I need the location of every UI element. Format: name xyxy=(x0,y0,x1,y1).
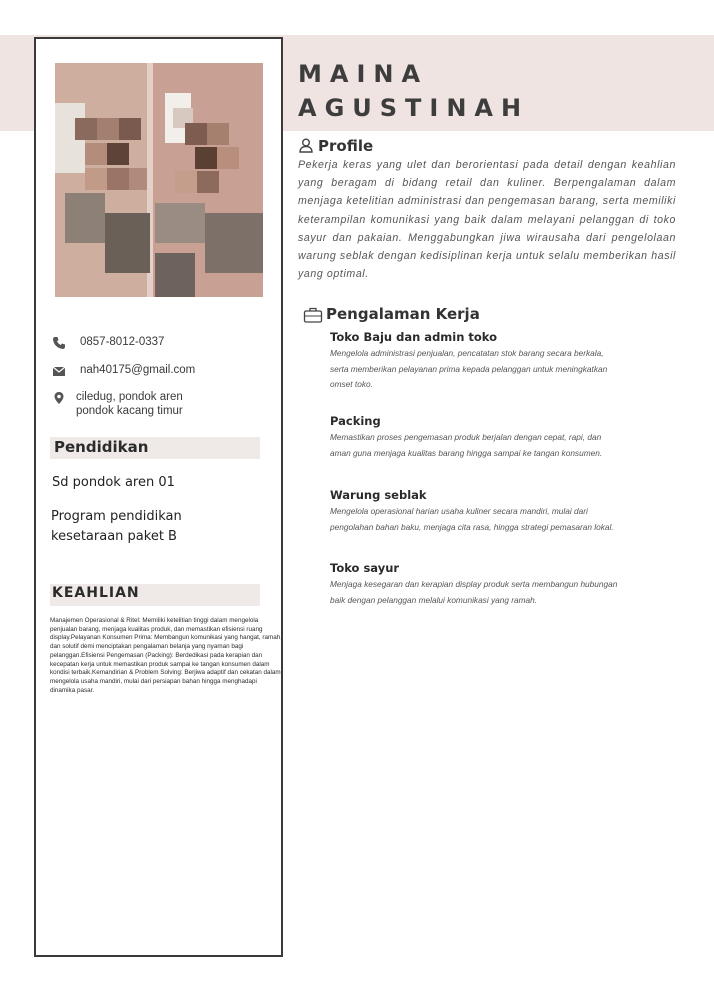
sidebar xyxy=(34,37,283,957)
briefcase-icon xyxy=(303,306,323,324)
education-item-2-line-1: Program pendidikan xyxy=(51,509,182,524)
education-item-2-line-2: kesetaraan paket B xyxy=(51,529,177,544)
education-item-1: Sd pondok aren 01 xyxy=(52,475,175,490)
job-item xyxy=(330,561,620,608)
job-item xyxy=(330,414,620,461)
name-first: MAINA xyxy=(298,60,429,88)
address-line-2: pondok kacang timur xyxy=(76,405,183,417)
job-title: Toko sayur xyxy=(330,561,400,575)
education-title: Pendidikan xyxy=(54,438,149,456)
skills-title: KEAHLIAN xyxy=(52,585,140,601)
job-description: Mengelola administrasi penjualan, pencatatan stok barang secara berkala, serta memberikan pelayanan prima kepada pelanggan untuk meningkatkan omset toko. xyxy=(330,348,608,390)
email-address: nah40175@gmail.com xyxy=(80,364,196,376)
location-pin-icon xyxy=(52,391,66,405)
name-last: AGUSTINAH xyxy=(298,94,530,122)
user-icon xyxy=(299,138,313,153)
address-line-1: ciledug, pondok aren xyxy=(76,391,183,403)
job-description: Mengelola operasional harian usaha kuliner secara mandiri, mulai dari pengolahan bahan baku, menjaga cita rasa, hingga strategi pemasaran lokal. xyxy=(330,506,614,532)
profile-photo xyxy=(55,63,263,297)
job-item xyxy=(330,488,620,535)
job-description: Menjaga kesegaran dan kerapian display produk serta membangun hubungan baik dengan pelanggan melalui komunikasi yang ramah. xyxy=(330,579,618,605)
job-title: Warung seblak xyxy=(330,488,427,502)
profile-title: Profile xyxy=(318,137,374,155)
phone-icon xyxy=(52,336,66,350)
pixelated-photo-icon xyxy=(55,63,263,297)
profile-text: Pekerja keras yang ulet dan berorientasi pada detail dengan keahlian yang beragam di bidang retail dan kuliner. Berpengalaman dalam menjaga ketelitian administrasi dan pengemasan barang, serta memiliki keterampilan komunikasi yang baik dalam melayani pelanggan di toko sayur dan pakaian. Menggabungkan jiwa wirausaha dari pengelolaan warung seblak dengan kedisiplinan kerja untuk selalu memberikan hasil yang optimal. xyxy=(298,159,676,281)
skills-text: Manajemen Operasional & Ritel: Memiliki ketelitian tinggi dalam mengelola penjualan barang, menjaga kualitas produk, dan memastikan efisiensi ruang display.Pelayanan Konsumen Prima: Membangun komunikasi yang hangat, ramah, dan solutif demi menciptakan pengalaman belanja yang nyaman bagi pelanggan.Efisiensi Pengemasan (Packing): Berdedikasi pada kerapian dan kecepatan kerja untuk memastikan produk sampai ke tangan konsumen dalam kondisi terbaik.Kemandirian & Problem Solving: Berjiwa adaptif dan cekatan dalam mengelola usaha mandiri, mulai dari persiapan bahan hingga menghadapi dinamika pasar. xyxy=(50,617,282,694)
job-description: Memastikan proses pengemasan produk berjalan dengan cepat, rapi, dan aman guna menjaga kualitas barang hingga sampai ke tangan konsumen. xyxy=(330,432,603,458)
mail-icon xyxy=(52,364,66,378)
phone-number: 0857-8012-0337 xyxy=(80,336,165,348)
job-item xyxy=(330,330,620,393)
experience-title: Pengalaman Kerja xyxy=(326,305,480,323)
job-title: Packing xyxy=(330,414,381,428)
job-title: Toko Baju dan admin toko xyxy=(330,330,498,344)
